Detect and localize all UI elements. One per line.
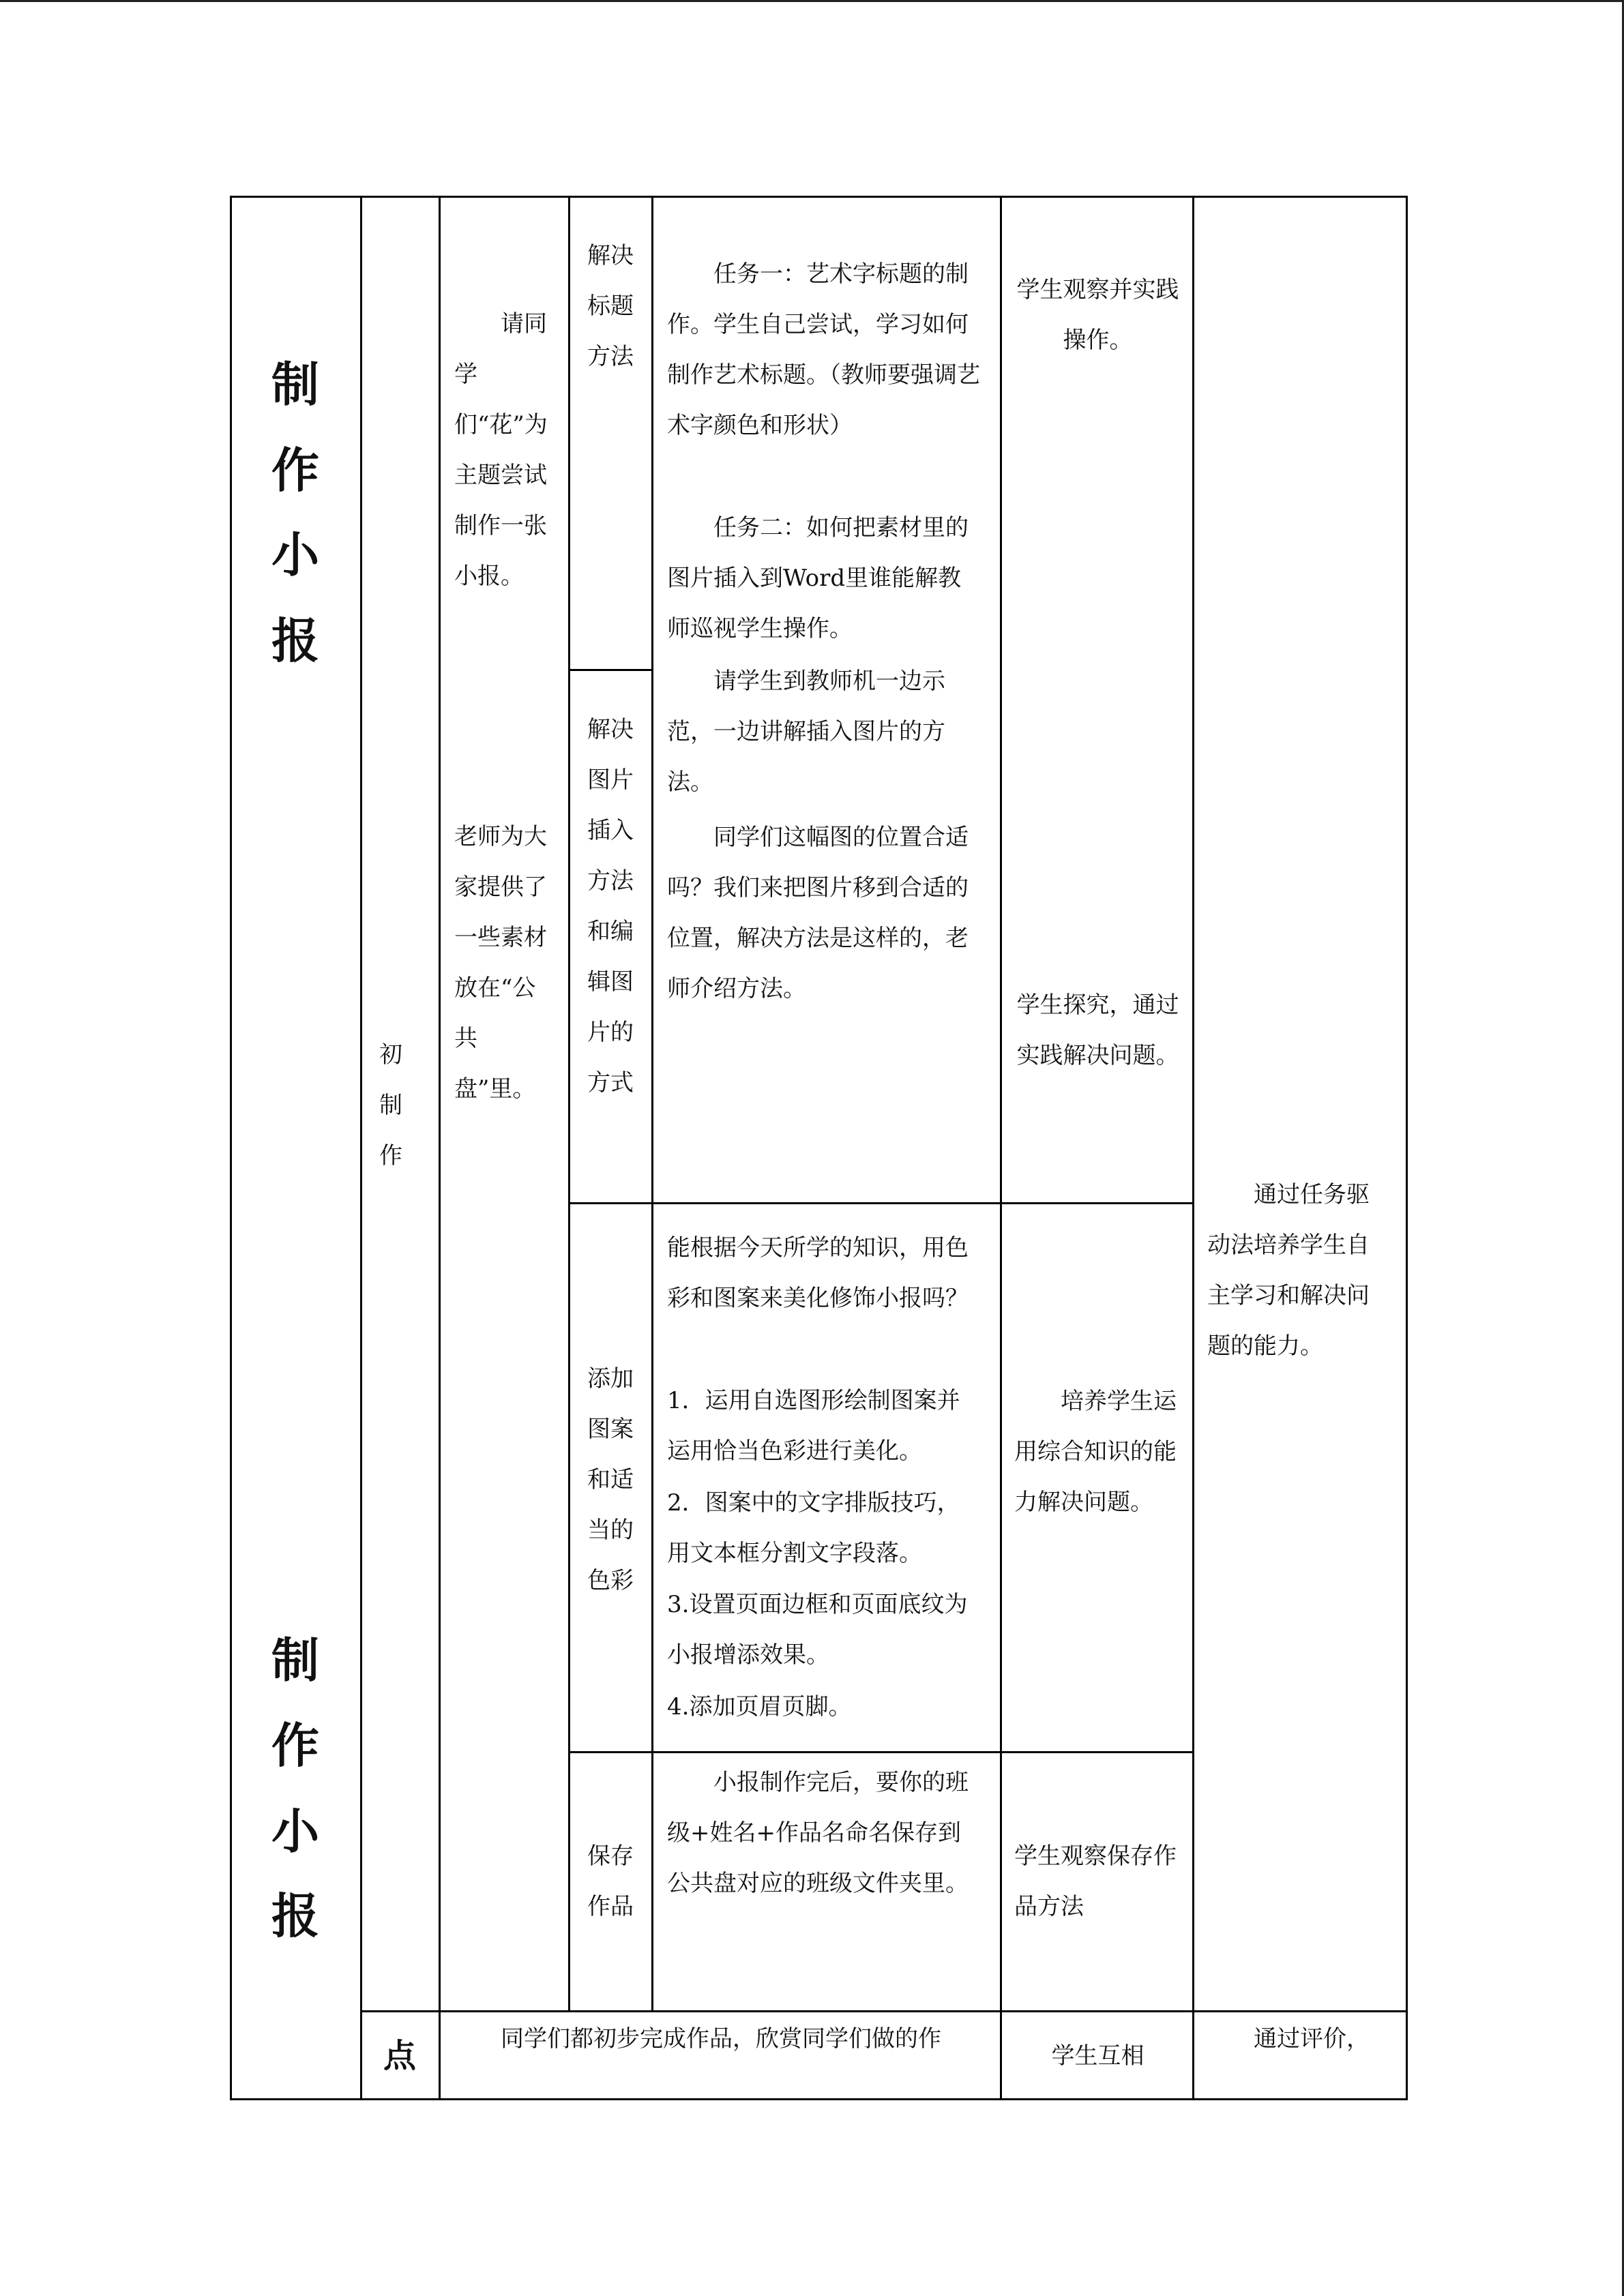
bottom-row-purpose: 通过评价，	[1254, 2025, 1370, 2053]
student-save-method: 学生观察保存作品方法	[1014, 1843, 1177, 1920]
bottom-row-student: 学生互相	[1051, 2042, 1145, 2070]
topic-pattern-color: 添加图案和适当的色彩	[587, 1365, 634, 1594]
teacher-materials: 老师为大家提供了一些素材放在“公共盘”里。	[454, 823, 547, 1103]
side-title-char: 作	[271, 442, 319, 498]
purpose-task-driven: 通过任务驱动法培养学生自主学习和解决问题的能力。	[1207, 1181, 1370, 1360]
content-task-two: 任务二：如何把素材里的图片插入到Word里谁能解教师巡视学生操作。	[667, 514, 969, 642]
page-top-border	[0, 0, 1624, 2]
content-step-1: 1．运用自选图形绘制图案并运用恰当色彩进行美化。	[667, 1387, 960, 1465]
student-comprehensive: 培养学生运用综合知识的能力解决问题。	[1014, 1388, 1177, 1516]
side-title-char: 小	[271, 1803, 319, 1860]
content-step-2: 2．图案中的文字排版技巧，用文本框分割文字段落。	[667, 1489, 960, 1567]
student-explore: 学生探究，通过实践解决问题。	[1016, 992, 1179, 1069]
side-title-char: 作	[271, 1717, 319, 1774]
teacher-prompt: 请同学们“花”为主题尝试制作一张小报。	[454, 310, 548, 590]
content-position: 同学们这幅图的位置合适吗？我们来把图片移到合适的位置，解决方法是这样的，老师介绍方法。	[667, 824, 969, 1002]
side-title-char: 报	[271, 1888, 319, 1944]
side-title-char: 制	[271, 356, 319, 413]
content-task-one: 任务一：艺术字标题的制作。学生自己尝试，学习如何制作艺术标题。（教师要强调艺术字颜色和形状）	[667, 260, 980, 439]
content-demo: 请学生到教师机一边示范，一边讲解插入图片的方法。	[667, 668, 945, 796]
student-observe-practice: 学生观察并实践操作。	[1016, 276, 1179, 354]
topic-title-method: 解决标题方法	[587, 242, 634, 370]
stage-label: 初制作	[379, 1041, 402, 1169]
side-title-char: 制	[271, 1632, 319, 1688]
bottom-row-content: 同学们都初步完成作品，欣赏同学们做的作	[501, 2025, 941, 2053]
content-beautify: 能根据今天所学的知识，用色彩和图案来美化修饰小报吗？	[667, 1234, 969, 1312]
topic-save-work: 保存作品	[587, 1843, 634, 1920]
content-step-4: 4.添加页眉页脚。	[667, 1693, 852, 1720]
content-step-3: 3.设置页面边框和页面底纹为小报增添效果。	[667, 1591, 968, 1669]
side-title-char: 小	[271, 526, 319, 583]
content-save: 小报制作完后，要你的班级+姓名+作品名命名保存到公共盘对应的班级文件夹里。	[667, 1769, 969, 1897]
topic-image-insert: 解决图片插入方法和编辑图片的方式	[587, 716, 634, 1097]
bottom-row-label: 点	[383, 2037, 416, 2075]
side-title-char: 报	[271, 612, 319, 669]
